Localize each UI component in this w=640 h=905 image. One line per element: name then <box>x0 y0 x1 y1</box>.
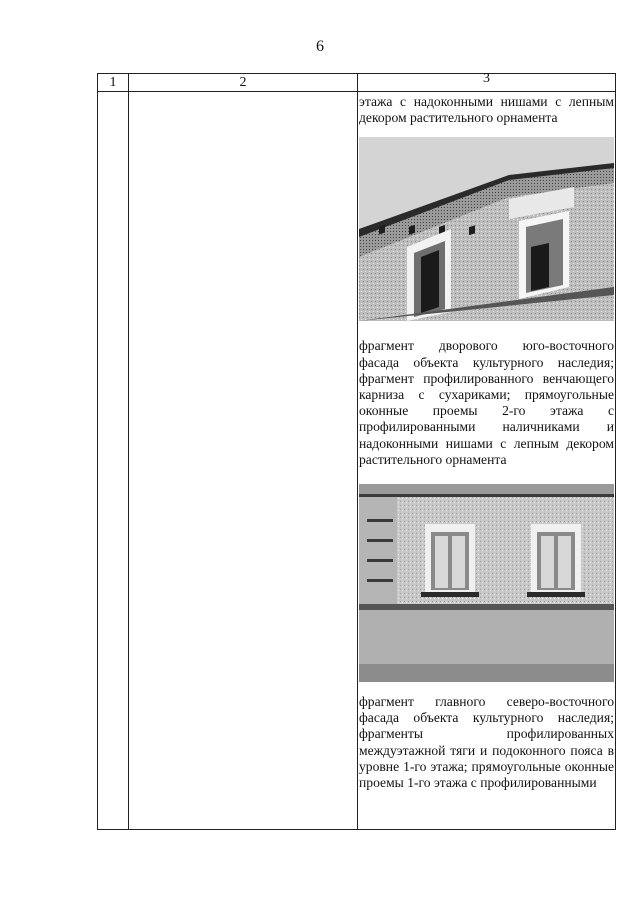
photo-courtyard-facade <box>359 137 614 321</box>
header-col-2: 2 <box>239 75 247 90</box>
column-3-content <box>359 92 614 791</box>
column-divider <box>128 74 129 829</box>
photo-main-facade <box>359 484 614 682</box>
header-col-1: 1 <box>109 75 117 90</box>
photo1-caption: фрагмент дворового юго-восточного фасада объекта культурного наследия; фрагмент профилированного венчающего карниза с сухариками; прямоугольные оконные проемы 2-го этажа с профилированными наличниками и надоконными нишами с лепным декором растительного орнамента <box>359 338 614 467</box>
photo2-caption: фрагмент главного северо-восточного фасада объекта культурного наследия; фрагменты профилированных междуэтажной тяги и подоконного пояса в уровне 1-го этажа; прямоугольные оконные проемы 1-го этажа с профилированными <box>359 694 614 791</box>
header-col-3: 3 <box>483 71 490 86</box>
column-divider <box>357 74 358 829</box>
continuation-text: этажа с надоконными нишами с лепным декором растительного орнамента <box>359 94 614 126</box>
page-number: 6 <box>316 38 324 55</box>
